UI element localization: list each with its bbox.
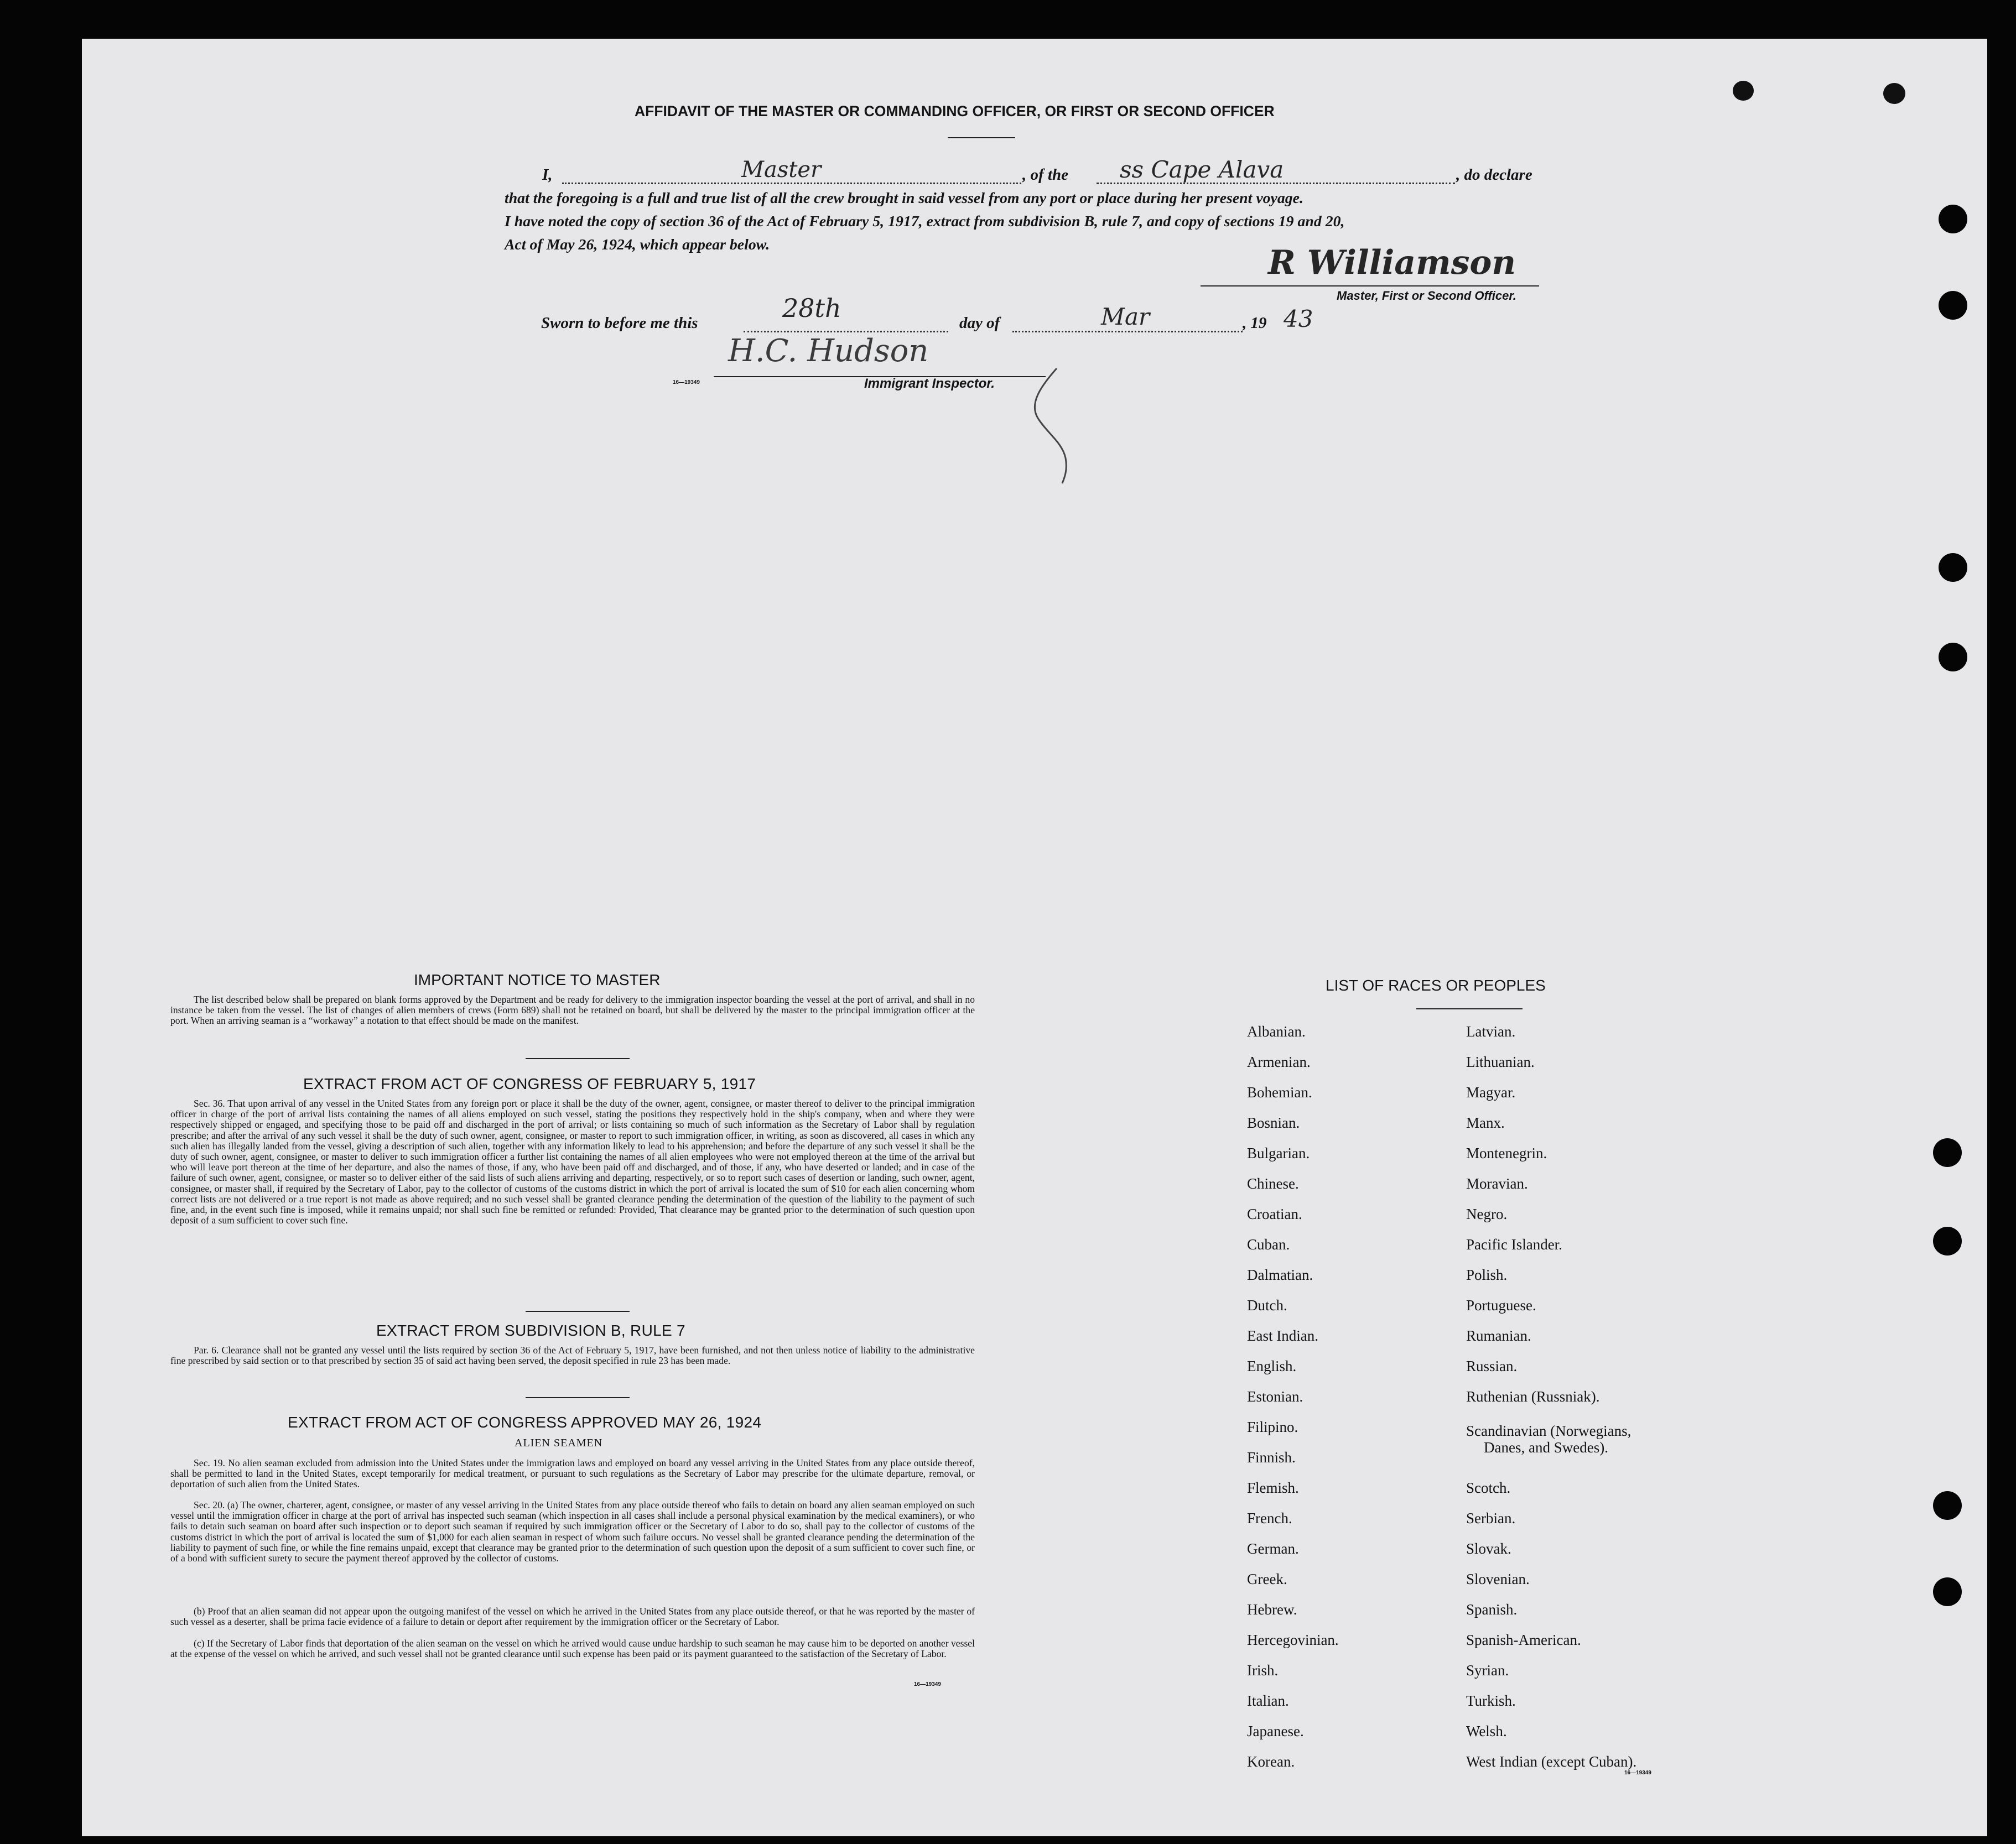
race-left: French. bbox=[1247, 1510, 1292, 1527]
race-right: Spanish-American. bbox=[1466, 1632, 1581, 1648]
binder-hole bbox=[1939, 643, 1967, 671]
i-label: I, bbox=[542, 166, 553, 184]
month-handwritten: Mar bbox=[1101, 303, 1150, 330]
race-right: Syrian. bbox=[1466, 1662, 1509, 1679]
extract-1924-title: EXTRACT FROM ACT OF CONGRESS APPROVED MAY 26, 1924 bbox=[288, 1414, 762, 1431]
race-left: Finnish. bbox=[1247, 1449, 1296, 1466]
race-left: Italian. bbox=[1247, 1692, 1289, 1709]
binder-hole bbox=[1939, 291, 1967, 320]
year-handwritten: 43 bbox=[1284, 305, 1313, 332]
race-left: Croatian. bbox=[1247, 1206, 1302, 1222]
race-right: Welsh. bbox=[1466, 1723, 1507, 1739]
sworn-label: Sworn to before me this bbox=[541, 314, 698, 332]
race-left: Albanian. bbox=[1247, 1023, 1306, 1040]
of-the-label: , of the bbox=[1022, 166, 1068, 184]
binder-hole bbox=[1933, 1138, 1962, 1167]
extract-form-number: 16—19349 bbox=[914, 1681, 941, 1687]
name-fill-line bbox=[562, 183, 1021, 184]
race-right: Polish. bbox=[1466, 1267, 1508, 1283]
sec20a-text: Sec. 20. (a) The owner, charterer, agent, consignee, or master of any vessel arriving in the United States from any place outside thereof who fails to detain on board any alien seaman employed on such vessel until the immigration officer in charge at the port of arrival has inspected such seaman (which inspection in all cases shall include a personal physical examination by the medical examiners), or who fails to detain such seaman on board after such inspection or to deport such seaman if required by such immigration officer or the Secretary of Labor to do so, shall pay to the collector of customs of the customs district in which the port of arrival is located the sum of $1,000 for each alien seaman in respect of whom such failure occurs. No vessel shall be granted clearance pending the determination of the liability to payment of such fine, or while the fine remains unpaid, except that clearance may be granted prior to the determination of such question upon the deposit of a sum sufficient to cover such fine, or of a bond with sufficient surety to secure the payment thereof approved by the collector of customs. bbox=[170, 1499, 975, 1564]
race-left: Filipino. bbox=[1247, 1419, 1298, 1435]
affidavit-title: AFFIDAVIT OF THE MASTER OR COMMANDING OFFICER, OR FIRST OR SECOND OFFICER bbox=[635, 103, 1275, 119]
race-left: Dalmatian. bbox=[1247, 1267, 1313, 1283]
master-handwritten: Master bbox=[741, 157, 822, 183]
race-right: Turkish. bbox=[1466, 1692, 1516, 1709]
race-left: Greek. bbox=[1247, 1571, 1287, 1587]
signature-line bbox=[1201, 285, 1539, 287]
signature-caption: Master, First or Second Officer. bbox=[1337, 289, 1516, 303]
master-signature: R Williamson bbox=[1268, 243, 1516, 282]
rule7-text: Par. 6. Clearance shall not be granted any vessel until the lists required by section 36 of the Act of February 5, 1917, have been furnished, and not then unless notice of liability to the administrative fine prescribed by said section or to that prescribed by section 35 of said act having been served, the deposit specified in rule 23 has been made. bbox=[170, 1345, 975, 1367]
race-left: Cuban. bbox=[1247, 1236, 1290, 1253]
race-left: Korean. bbox=[1247, 1753, 1295, 1770]
race-right: Slovenian. bbox=[1466, 1571, 1530, 1587]
day-handwritten: 28th bbox=[782, 293, 841, 323]
race-left: Irish. bbox=[1247, 1662, 1279, 1679]
binder-hole bbox=[1939, 205, 1967, 233]
race-right: Moravian. bbox=[1466, 1175, 1528, 1192]
month-fill-line bbox=[1012, 331, 1243, 332]
race-right: Danes, and Swedes). bbox=[1484, 1439, 1608, 1456]
race-right: Spanish. bbox=[1466, 1601, 1518, 1618]
race-left: Dutch. bbox=[1247, 1297, 1287, 1314]
divider bbox=[526, 1058, 630, 1059]
binder-hole bbox=[1933, 1227, 1962, 1256]
race-right: Lithuanian. bbox=[1466, 1054, 1535, 1070]
races-title: LIST OF RACES OR PEOPLES bbox=[1326, 977, 1546, 994]
sec19-text: Sec. 19. No alien seaman excluded from admission into the United States under the immigration laws and employed on board any vessel arriving in the United States from any place outside thereof, shall be permitted to land in the United States, except temporarily for medical treatment, or pursuant to such regulations as the Secretary of Labor may prescribe for the ultimate departure, removal, or deportation of such alien from the United States. bbox=[170, 1457, 975, 1490]
race-left: Japanese. bbox=[1247, 1723, 1304, 1739]
sec20b-text: (b) Proof that an alien seaman did not appear upon the outgoing manifest of the vessel on which he arrived in the United States from any place outside thereof, or that he was reported by the master of such vessel as a deserter, shall be prima facie evidence of a failure to detain or deport after requirement by the immigration officer or the Secretary of Labor. bbox=[170, 1606, 975, 1628]
day-fill-line bbox=[744, 331, 948, 332]
vessel-name-handwritten: ss Cape Alava bbox=[1120, 156, 1284, 183]
inspector-caption: Immigrant Inspector. bbox=[864, 376, 995, 391]
race-left: Estonian. bbox=[1247, 1388, 1303, 1405]
race-left: Flemish. bbox=[1247, 1480, 1299, 1496]
year-prefix: , 19 bbox=[1243, 314, 1267, 332]
race-right: Scandinavian (Norwegians, bbox=[1466, 1423, 1631, 1439]
race-right: Pacific Islander. bbox=[1466, 1236, 1562, 1253]
affidavit-line-4: Act of May 26, 1924, which appear below. bbox=[505, 236, 770, 253]
binder-hole bbox=[1933, 1577, 1962, 1606]
do-declare-label: , do declare bbox=[1456, 166, 1532, 184]
race-right: Latvian. bbox=[1466, 1023, 1516, 1040]
race-right: Rumanian. bbox=[1466, 1327, 1531, 1344]
notice-title: IMPORTANT NOTICE TO MASTER bbox=[414, 971, 661, 988]
race-right: West Indian (except Cuban). bbox=[1466, 1753, 1637, 1770]
races-form-number: 16—19349 bbox=[1624, 1770, 1651, 1776]
extract-1917-title: EXTRACT FROM ACT OF CONGRESS OF FEBRUARY 5, 1917 bbox=[303, 1075, 756, 1092]
race-left: Hebrew. bbox=[1247, 1601, 1297, 1618]
race-right: Portuguese. bbox=[1466, 1297, 1536, 1314]
extract-1917-text: Sec. 36. That upon arrival of any vessel in the United States from any foreign port or place it shall be the duty of the owner, agent, consignee, or master thereof to deliver to the principal immigration officer in charge of the port of arrival lists containing the names of all aliens employed on such vessel, stating the positions they respectively hold in the ship's company, when and where they were respectively shipped or engaged, and specifying those to be paid off and discharged in the port of arrival; or lists containing so much of such information as the Secretary of Labor shall by regulation prescribe; and after the arrival of any such vessel it shall be the duty of such owner, agent, consignee, or master to report to such immigration officer, in writing, as soon as discovered, all cases in which any such alien has illegally landed from the vessel, giving a description of such alien, together with any information likely to lead to his apprehension; and before the departure of any such vessel it shall be the duty of such owner, agent, consignee, or master to deliver to such immigration officer a further list containing the names of all alien employees who were not employed thereon at the time of the arrival but who will leave port thereon at the time of her departure, and also the names of those, if any, who have been paid off and discharged, and of those, if any, who have deserted or landed; and in case of the failure of such owner, agent, consignee, or master so to deliver either of the said lists of such aliens arriving and departing, respectively, or so to report such cases of desertion or landing, such owner, agent, consignee, or master shall, if required by the Secretary of Labor, pay to the collector of customs of the customs district in which the port of arrival is located the sum of $10 for each alien concerning whom correct lists are not delivered or a true report is not made as above required; and no such vessel shall be granted clearance pending the determination of the question of the liability to the payment of such fine, and, in the event such fine is imposed, while it remains unpaid; nor shall such fine be remitted or refunded: Provided, That clearance may be granted prior to the determination of such question upon deposit of a sum sufficient to cover such fine. bbox=[170, 1098, 975, 1226]
race-right: Manx. bbox=[1466, 1114, 1505, 1131]
binder-hole bbox=[1933, 1491, 1962, 1520]
race-right: Magyar. bbox=[1466, 1084, 1516, 1101]
divider bbox=[526, 1311, 630, 1312]
title-rule bbox=[948, 137, 1015, 138]
race-left: Bulgarian. bbox=[1247, 1145, 1310, 1161]
race-left: East Indian. bbox=[1247, 1327, 1318, 1344]
race-left: Bosnian. bbox=[1247, 1114, 1300, 1131]
race-left: Bohemian. bbox=[1247, 1084, 1312, 1101]
rule7-title: EXTRACT FROM SUBDIVISION B, RULE 7 bbox=[376, 1322, 685, 1339]
pen-stroke bbox=[1018, 365, 1084, 487]
race-right: Negro. bbox=[1466, 1206, 1508, 1222]
race-right: Serbian. bbox=[1466, 1510, 1516, 1527]
race-right: Scotch. bbox=[1466, 1480, 1511, 1496]
affidavit-form-number: 16—19349 bbox=[673, 379, 700, 386]
affidavit-line-2: that the foregoing is a full and true list of all the crew brought in said vessel from any port or place during her present voyage. bbox=[505, 190, 1303, 207]
race-left: Hercegovinian. bbox=[1247, 1632, 1339, 1648]
race-right: Ruthenian (Russniak). bbox=[1466, 1388, 1600, 1405]
inspector-signature: H.C. Hudson bbox=[728, 333, 929, 369]
ink-speck bbox=[1733, 81, 1754, 101]
race-left: German. bbox=[1247, 1540, 1299, 1557]
ink-speck bbox=[1883, 83, 1905, 104]
affidavit-line-3: I have noted the copy of section 36 of the Act of February 5, 1917, extract from subdivision B, rule 7, and copy of sections 19 and 20, bbox=[505, 213, 1345, 230]
race-right: Slovak. bbox=[1466, 1540, 1511, 1557]
races-divider bbox=[1416, 1008, 1523, 1009]
alien-seamen-subtitle: ALIEN SEAMEN bbox=[515, 1437, 603, 1449]
binder-hole bbox=[1939, 553, 1967, 582]
sec20c-text: (c) If the Secretary of Labor finds that deportation of the alien seaman on the vessel on which he arrived would cause undue hardship to such seaman he may cause him to be deported on another vessel at the expense of the vessel on which he arrived, and such vessel shall not be granted clearance until such expense has been paid or its payment guaranteed to the satisfaction of the Secretary of Labor. bbox=[170, 1638, 975, 1660]
notice-text: The list described below shall be prepared on blank forms approved by the Department and be ready for delivery to the immigration inspector boarding the vessel at the port of arrival, and shall in no instance be taken from the vessel. The list of changes of alien members of crews (Form 689) shall not be retained on board, but shall be delivered by the master to the principal immigration officer at the port. When an arriving seaman is a “workaway” a notation to that effect should be made on the manifest. bbox=[170, 994, 975, 1027]
race-left: Armenian. bbox=[1247, 1054, 1311, 1070]
document-page bbox=[82, 39, 1987, 1836]
race-left: Chinese. bbox=[1247, 1175, 1299, 1192]
race-right: Russian. bbox=[1466, 1358, 1518, 1374]
day-of-label: day of bbox=[959, 314, 1000, 332]
race-left: English. bbox=[1247, 1358, 1297, 1374]
race-right: Montenegrin. bbox=[1466, 1145, 1547, 1161]
divider bbox=[526, 1397, 630, 1398]
